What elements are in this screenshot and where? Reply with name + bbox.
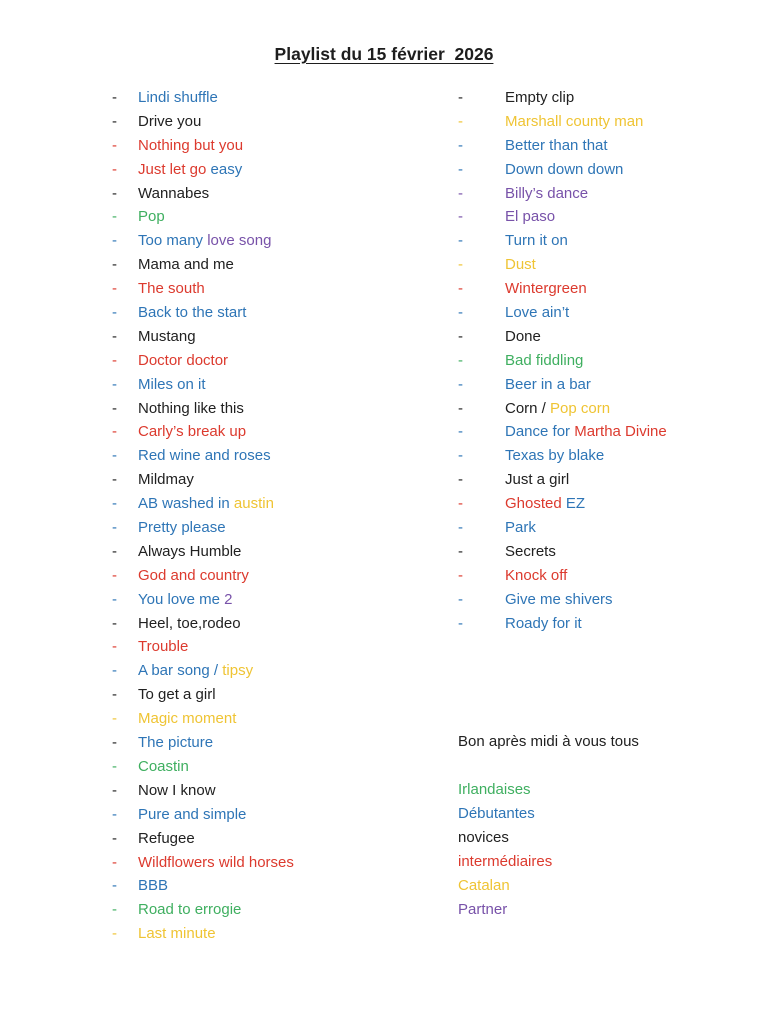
song-title (138, 492, 274, 516)
dash-bullet: - (112, 590, 117, 608)
song-title-segment: Nothing like this (138, 399, 244, 417)
dash-bullet: - (458, 566, 463, 584)
dash-bullet: - (112, 375, 117, 393)
song-title (505, 588, 613, 612)
dash-bullet: - (112, 853, 117, 871)
song-title (138, 612, 241, 636)
song-title-segment: Road to errogie (138, 901, 242, 919)
song-title (138, 277, 205, 301)
playlist-item (458, 229, 667, 253)
playlist-left-column (112, 86, 294, 946)
playlist-item (112, 635, 294, 659)
dash-bullet: - (112, 877, 117, 895)
playlist-item (112, 444, 294, 468)
playlist-item (458, 397, 667, 421)
playlist-item (458, 468, 667, 492)
song-title-segment: To get a girl (138, 686, 216, 704)
song-title-segment: Coastin (138, 757, 189, 775)
dash-bullet: - (458, 160, 463, 178)
playlist-item (458, 612, 667, 636)
song-title (505, 540, 556, 564)
song-title (138, 659, 253, 683)
greeting-text: Bon après midi à vous tous (458, 733, 639, 750)
dash-bullet: - (458, 136, 463, 154)
song-title-segment: Heel, toe,rodeo (138, 614, 241, 632)
playlist-item (112, 301, 294, 325)
song-title-segment: Pretty please (138, 519, 226, 537)
playlist-item (112, 158, 294, 182)
category-label: Catalan (458, 877, 510, 894)
category-label: novices (458, 829, 509, 846)
song-title (138, 397, 244, 421)
playlist-item (112, 564, 294, 588)
song-title-segment: Just let go (138, 160, 211, 178)
song-title (138, 373, 206, 397)
dash-bullet: - (458, 614, 463, 632)
song-title (505, 516, 536, 540)
song-title (138, 874, 168, 898)
dash-bullet: - (112, 925, 117, 943)
dash-bullet: - (458, 280, 463, 298)
playlist-item (458, 325, 667, 349)
page-title: Playlist du 15 février 2026 (274, 44, 494, 64)
song-title-segment: Mustang (138, 327, 196, 345)
playlist-item (112, 420, 294, 444)
song-title (505, 277, 587, 301)
song-title-segment: Just a girl (505, 471, 570, 489)
playlist-item (458, 110, 667, 134)
song-title (505, 349, 583, 373)
song-title-segment: Too many (138, 232, 208, 250)
playlist-item (112, 253, 294, 277)
playlist-item (112, 851, 294, 875)
playlist-item (112, 827, 294, 851)
dash-bullet: - (112, 495, 117, 513)
playlist-item (458, 349, 667, 373)
playlist-item (112, 922, 294, 946)
song-title (138, 158, 242, 182)
song-title-segment: Park (505, 519, 536, 537)
song-title (505, 397, 610, 421)
playlist-item (112, 540, 294, 564)
dash-bullet: - (112, 901, 117, 919)
song-title (505, 492, 585, 516)
song-title-segment: 2 (224, 590, 233, 608)
playlist-item (458, 158, 667, 182)
playlist-item (112, 731, 294, 755)
playlist-item (458, 373, 667, 397)
playlist-item (458, 182, 667, 206)
playlist-item (458, 253, 667, 277)
playlist-item (112, 898, 294, 922)
song-title-segment: Drive you (138, 112, 202, 130)
dash-bullet: - (112, 423, 117, 441)
song-title-segment: Back to the start (138, 304, 247, 322)
song-title-segment: Wintergreen (505, 280, 587, 298)
dash-bullet: - (458, 232, 463, 250)
playlist-item (112, 325, 294, 349)
dash-bullet: - (112, 89, 117, 106)
playlist-item (458, 444, 667, 468)
playlist-item (112, 588, 294, 612)
dash-bullet: - (112, 710, 117, 728)
song-title-segment: You love me (138, 590, 225, 608)
dash-bullet: - (458, 89, 463, 106)
song-title-segment: Carly’s break up (138, 423, 247, 441)
song-title-segment: Doctor doctor (138, 351, 229, 369)
playlist-item (112, 755, 294, 779)
category-list (458, 778, 639, 922)
dash-bullet: - (112, 112, 117, 130)
song-title-segment: Corn / (505, 399, 551, 417)
song-title (505, 110, 643, 134)
playlist-right-column (458, 86, 667, 635)
playlist-item (458, 588, 667, 612)
dash-bullet: - (112, 614, 117, 632)
dash-bullet: - (458, 542, 463, 560)
song-title (138, 731, 213, 755)
song-title (138, 420, 246, 444)
song-title (505, 564, 567, 588)
song-title (505, 86, 574, 110)
song-title-segment: Marshall county man (505, 112, 644, 130)
playlist-item (112, 397, 294, 421)
song-title (138, 540, 241, 564)
dash-bullet: - (458, 208, 463, 226)
song-title-segment: austin (233, 495, 274, 513)
playlist-item (112, 874, 294, 898)
song-title-segment: A bar song / (138, 662, 223, 680)
song-title (138, 86, 218, 110)
song-title (138, 301, 246, 325)
song-title-segment: Pop corn (550, 399, 611, 417)
song-title (505, 420, 667, 444)
song-title-segment: love song (207, 232, 272, 250)
song-title (138, 922, 216, 946)
playlist-item (458, 492, 667, 516)
song-title (138, 779, 216, 803)
song-title (505, 373, 591, 397)
playlist-item (112, 205, 294, 229)
song-title-segment: Bad fiddling (505, 351, 584, 369)
song-title-segment: Roady for it (505, 614, 582, 632)
dash-bullet: - (112, 471, 117, 489)
song-title-segment: Dance for (505, 423, 575, 441)
song-title-segment: easy (210, 160, 243, 178)
dash-bullet: - (112, 184, 117, 202)
playlist-item (458, 516, 667, 540)
dash-bullet: - (112, 327, 117, 345)
dash-bullet: - (112, 280, 117, 298)
song-title (138, 134, 243, 158)
song-title (138, 516, 226, 540)
dash-bullet: - (112, 542, 117, 560)
song-title (505, 253, 536, 277)
song-title-segment: Billy’s dance (505, 184, 589, 202)
playlist-item (458, 301, 667, 325)
dash-bullet: - (458, 351, 463, 369)
dash-bullet: - (112, 399, 117, 417)
playlist-item (458, 277, 667, 301)
song-title-segment: tipsy (222, 662, 254, 680)
playlist-item (112, 110, 294, 134)
song-title (138, 588, 233, 612)
playlist-item (458, 540, 667, 564)
playlist-item (458, 134, 667, 158)
song-title-segment: The picture (138, 734, 214, 752)
song-title-segment: El paso (505, 208, 556, 226)
dash-bullet: - (458, 519, 463, 537)
song-title-segment: Texas by blake (505, 447, 605, 465)
song-title (138, 564, 249, 588)
song-title (505, 229, 568, 253)
song-title (138, 205, 165, 229)
dash-bullet: - (112, 304, 117, 322)
song-title-segment: Secrets (505, 542, 556, 560)
dash-bullet: - (112, 566, 117, 584)
song-title (138, 182, 209, 206)
song-title-segment: Miles on it (138, 375, 206, 393)
song-title-segment: Wannabes (138, 184, 210, 202)
playlist-item (112, 468, 294, 492)
song-title-segment: Magic moment (138, 710, 237, 728)
song-title-segment: Mildmay (138, 471, 194, 489)
song-title (138, 229, 271, 253)
dash-bullet: - (112, 781, 117, 799)
song-title-segment: The south (138, 280, 205, 298)
dash-bullet: - (458, 471, 463, 489)
dash-bullet: - (112, 447, 117, 465)
playlist-item (112, 659, 294, 683)
song-title-segment: Empty clip (505, 89, 575, 106)
song-title (138, 803, 246, 827)
dash-bullet: - (112, 256, 117, 274)
song-title-segment: Nothing but you (138, 136, 244, 154)
playlist-item (112, 492, 294, 516)
song-title (505, 468, 569, 492)
song-title-segment: BBB (138, 877, 169, 895)
song-title (505, 612, 582, 636)
song-title-segment: Trouble (138, 638, 189, 656)
song-title (505, 134, 608, 158)
dash-bullet: - (112, 160, 117, 178)
song-title-segment: Down down down (505, 160, 624, 178)
playlist-item (112, 803, 294, 827)
dash-bullet: - (112, 638, 117, 656)
song-title-segment: Dust (505, 256, 536, 274)
playlist-item (112, 612, 294, 636)
song-title (138, 755, 189, 779)
song-title (505, 325, 541, 349)
dash-bullet: - (458, 495, 463, 513)
song-title-segment: Pure and simple (138, 805, 247, 823)
dash-bullet: - (458, 304, 463, 322)
song-title-segment: Now I know (138, 781, 216, 799)
song-title-segment: Martha Divine (574, 423, 667, 441)
category-label: intermédiaires (458, 853, 553, 870)
playlist-item (112, 277, 294, 301)
song-title (138, 444, 271, 468)
footer-block (458, 730, 639, 922)
song-title (505, 158, 623, 182)
dash-bullet: - (112, 136, 117, 154)
song-title (138, 683, 216, 707)
playlist-item (112, 349, 294, 373)
song-title (138, 707, 236, 731)
dash-bullet: - (112, 208, 117, 226)
playlist-item (112, 229, 294, 253)
playlist-item (458, 564, 667, 588)
dash-bullet: - (112, 232, 117, 250)
song-title (138, 827, 195, 851)
playlist-item (112, 779, 294, 803)
song-title-segment: AB washed in (138, 495, 234, 513)
dash-bullet: - (458, 399, 463, 417)
playlist-item (112, 707, 294, 731)
song-title-segment: Beer in a bar (505, 375, 591, 393)
dash-bullet: - (112, 686, 117, 704)
playlist-item (458, 420, 667, 444)
song-title (138, 898, 241, 922)
dash-bullet: - (112, 734, 117, 752)
song-title-segment: Always Humble (138, 542, 242, 560)
song-title (138, 110, 201, 134)
song-title-segment: Wildflowers wild horses (138, 853, 294, 871)
song-title-segment: Love ain’t (505, 304, 570, 322)
playlist-item (112, 516, 294, 540)
playlist-item (458, 86, 667, 110)
dash-bullet: - (112, 757, 117, 775)
dash-bullet: - (458, 590, 463, 608)
song-title (505, 182, 588, 206)
playlist-item (112, 86, 294, 110)
song-title-segment: EZ (565, 495, 586, 513)
song-title (505, 205, 555, 229)
dash-bullet: - (112, 805, 117, 823)
song-title-segment: Last minute (138, 925, 216, 943)
song-title-segment: Red wine and roses (138, 447, 271, 465)
song-title (138, 468, 194, 492)
song-title-segment: Better than that (505, 136, 608, 154)
dash-bullet: - (458, 423, 463, 441)
playlist-item (112, 134, 294, 158)
dash-bullet: - (458, 327, 463, 345)
dash-bullet: - (112, 519, 117, 537)
song-title-segment: Refugee (138, 829, 195, 847)
song-title (505, 301, 569, 325)
song-title-segment: Pop (138, 208, 165, 226)
dash-bullet: - (458, 256, 463, 274)
song-title (138, 253, 234, 277)
song-title-segment: Ghosted (505, 495, 566, 513)
category-label: Irlandaises (458, 781, 531, 798)
song-title (138, 851, 294, 875)
dash-bullet: - (458, 447, 463, 465)
category-label: Partner (458, 901, 508, 918)
song-title-segment: Knock off (505, 566, 568, 584)
playlist-item (112, 683, 294, 707)
dash-bullet: - (458, 112, 463, 130)
song-title-segment: Mama and me (138, 256, 234, 274)
playlist-item (112, 182, 294, 206)
song-title (138, 325, 196, 349)
song-title-segment: Give me shivers (505, 590, 613, 608)
playlist-item (458, 205, 667, 229)
song-title (138, 635, 188, 659)
song-title-segment: Turn it on (505, 232, 568, 250)
playlist-item (112, 373, 294, 397)
song-title-segment: Lindi shuffle (138, 89, 218, 106)
song-title-segment: God and country (138, 566, 249, 584)
song-title (138, 349, 228, 373)
category-label: Débutantes (458, 805, 535, 822)
song-title (505, 444, 604, 468)
song-title-segment: Done (505, 327, 541, 345)
dash-bullet: - (458, 375, 463, 393)
dash-bullet: - (112, 351, 117, 369)
dash-bullet: - (458, 184, 463, 202)
dash-bullet: - (112, 829, 117, 847)
dash-bullet: - (112, 662, 117, 680)
